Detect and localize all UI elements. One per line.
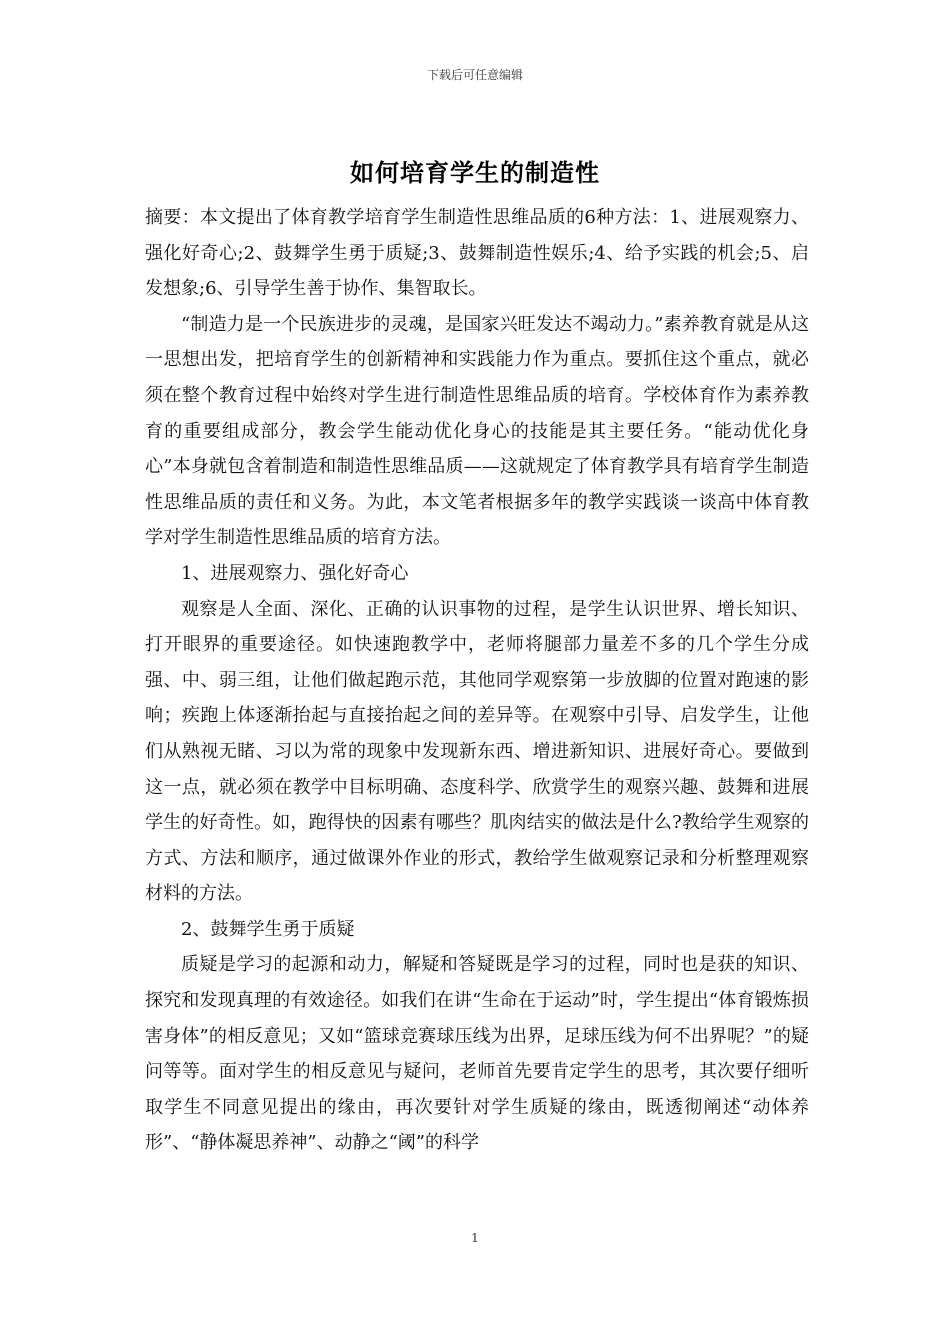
- page-header: 下载后可任意编辑: [426, 68, 523, 82]
- abstract-paragraph: 摘要：本文提出了体育教学培育学生制造性思维品质的6种方法：1、进展观察力、强化好奇心;2、鼓舞学生勇于质疑;3、鼓舞制造性娱乐;4、给予实践的机会;5、启发想象;6、引导学生善于协作、集智取长。: [145, 207, 809, 300]
- section-1-heading: 1、进展观察力、强化好奇心: [181, 562, 409, 584]
- document-title: 如何培育学生的制造性: [350, 158, 600, 187]
- section-2-heading: 2、鼓舞学生勇于质疑: [181, 918, 355, 940]
- section-2-paragraph: 质疑是学习的起源和动力，解疑和答疑既是学习的过程，同时也是获的知识、探究和发现真理的有效途径。如我们在讲“生命在于运动”时，学生提出“体育锻炼损害身体”的相反意见；又如“篮球竞赛球压线为出界，足球压线为何不出界呢？”的疑问等等。面对学生的相反意见与疑问，老师首先要肯定学生的思考，其次要仔细听取学生不同意见提出的缘由，再次要针对学生质疑的缘由，既透彻阐述“动体养形”、“静体凝思养神”、动静之“阈”的科学: [145, 954, 809, 1154]
- section-1-paragraph: 观察是人全面、深化、正确的认识事物的过程，是学生认识世界、增长知识、打开眼界的重要途径。如快速跑教学中，老师将腿部力量差不多的几个学生分成强、中、弱三组，让他们做起跑示范，其他同学观察第一步放脚的位置对跑速的影响；疾跑上体逐渐抬起与直接抬起之间的差异等。在观察中引导、启发学生，让他们从熟视无睹、习以为常的现象中发现新东西、增进新知识、进展好奇心。要做到这一点，就必须在教学中目标明确、态度科学、欣赏学生的观察兴趣、鼓舞和进展学生的好奇性。如，跑得快的因素有哪些？肌肉结实的做法是什么?教给学生观察的方式、方法和顺序，通过做课外作业的形式，教给学生做观察记录和分析整理观察材料的方法。: [145, 598, 809, 905]
- document-body: [145, 200, 809, 1161]
- intro-paragraph: “制造力是一个民族进步的灵魂，是国家兴旺发达不竭动力。”素养教育就是从这一思想出发，把培育学生的创新精神和实践能力作为重点。要抓住这个重点，就必须在整个教育过程中始终对学生进行制造性思维品质的培育。学校体育作为素养教育的重要组成部分，教会学生能动优化身心的技能是其主要任务。“能动优化身心”本身就包含着制造和制造性思维品质——这就规定了体育教学具有培育学生制造性思维品质的责任和义务。为此，本文笔者根据多年的教学实践谈一谈高中体育教学对学生制造性思维品质的培育方法。: [145, 313, 809, 549]
- page-number: 1: [471, 1231, 479, 1245]
